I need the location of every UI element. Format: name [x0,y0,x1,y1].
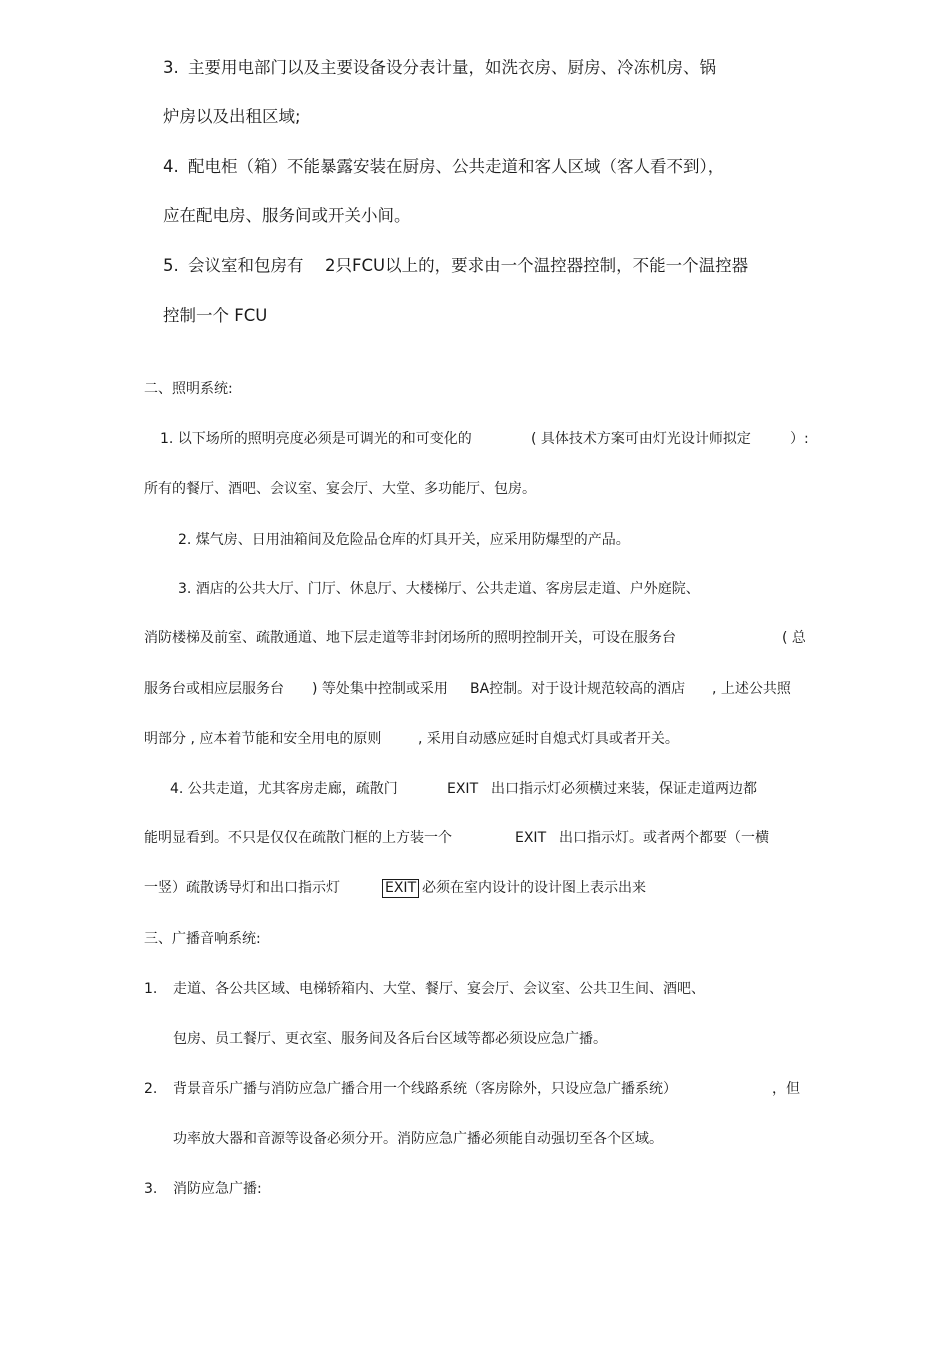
lighting-p4-line-1b: EXIT [447,781,479,797]
audio-item-3-line-1: 消防应急广播: [173,1181,262,1197]
lighting-p1-line-1b: ( 具体技术方案可由灯光设计师拟定 [531,431,751,447]
item-3-line-1: 主要用电部门以及主要设备设分表计量，如洗衣房、厨房、冷冻机房、锅 [188,58,716,77]
lighting-p3-line-3a: 服务台或相应层服务台 [144,681,284,697]
item-4-line-1: 配电柜（箱）不能暴露安装在厨房、公共走道和客人区域（客人看不到）， [188,157,725,176]
lighting-p3-line-4b: , 采用自动感应延时自熄式灯具或者开关。 [418,731,679,747]
lighting-p3-line-1: 3. 酒店的公共大厅、门厅、休息厅、大楼梯厅、公共走道、客房层走道、户外庭院、 [178,581,700,597]
audio-item-1-line-1: 走道、各公共区域、电梯轿箱内、大堂、餐厅、宴会厅、会议室、公共卫生间、酒吧、 [173,981,705,997]
lighting-p3-line-2a: 消防楼梯及前室、疏散通道、地下层走道等非封闭场所的照明控制开关，可设在服务台 [144,630,676,646]
lighting-p4-line-3a: 一竖）疏散诱导灯和出口指示灯 [144,880,340,896]
item-5-line-1a: 会议室和包房有 [188,256,304,275]
lighting-p1-line-2: 所有的餐厅、酒吧、会议室、宴会厅、大堂、多功能厅、包房。 [144,481,536,497]
lighting-p4-line-1a: 4. 公共走道，尤其客房走廊，疏散门 [170,781,398,797]
lighting-p4-line-1c: 出口指示灯必须横过来装，保证走道两边都 [491,781,757,797]
item-4-line-2: 应在配电房、服务间或开关小间。 [163,206,411,225]
audio-item-1-line-2: 包房、员工餐厅、更衣室、服务间及各后台区域等都必须设应急广播。 [173,1031,607,1047]
section-3-heading: 三、广播音响系统: [144,931,261,947]
item-5-number: 5. [163,256,179,275]
lighting-p3-line-3c: BA控制。对于设计规范较高的酒店 [470,681,686,697]
lighting-p4-line-3c: 必须在室内设计的设计图上表示出来 [422,880,646,896]
lighting-p2: 2. 煤气房、日用油箱间及危险品仓库的灯具开关，应采用防爆型的产品。 [178,532,630,548]
lighting-p3-line-3d: , 上述公共照 [712,681,791,697]
lighting-p3-line-3b: ) 等处集中控制或采用 [312,681,448,697]
lighting-p4-line-2a: 能明显看到。不只是仅仅在疏散门框的上方装一个 [144,830,452,846]
audio-item-3-number: 3. [144,1181,158,1197]
lighting-p4-line-2c: 出口指示灯。或者两个都要（一横 [559,830,769,846]
lighting-p1-line-1a: 1. 以下场所的照明亮度必须是可调光的和可变化的 [160,431,472,447]
lighting-p3-line-2b: ( 总 [782,630,806,646]
item-5-line-2: 控制一个 FCU [163,306,268,325]
lighting-p3-line-4a: 明部分 , 应本着节能和安全用电的原则 [144,731,382,747]
item-3-number: 3. [163,58,179,77]
item-4-number: 4. [163,157,179,176]
section-2-heading: 二、照明系统: [144,381,233,397]
item-5-line-1b: 2只FCU以上的，要求由一个温控器控制，不能一个温控器 [325,256,749,275]
audio-item-2-line-1a: 背景音乐广播与消防应急广播合用一个线路系统（客房除外，只设应急广播系统） [173,1081,677,1097]
lighting-p4-line-2b: EXIT [515,830,547,846]
audio-item-1-number: 1. [144,981,158,997]
audio-item-2-line-1b: ，但 [772,1081,800,1097]
audio-item-2-line-2: 功率放大器和音源等设备必须分开。消防应急广播必须能自动强切至各个区域。 [173,1131,663,1147]
audio-item-2-number: 2. [144,1081,158,1097]
item-3-line-2: 炉房以及出租区域; [163,107,301,126]
lighting-p1-line-1c: ）: [790,431,809,447]
exit-boxed-label: EXIT [382,879,419,898]
